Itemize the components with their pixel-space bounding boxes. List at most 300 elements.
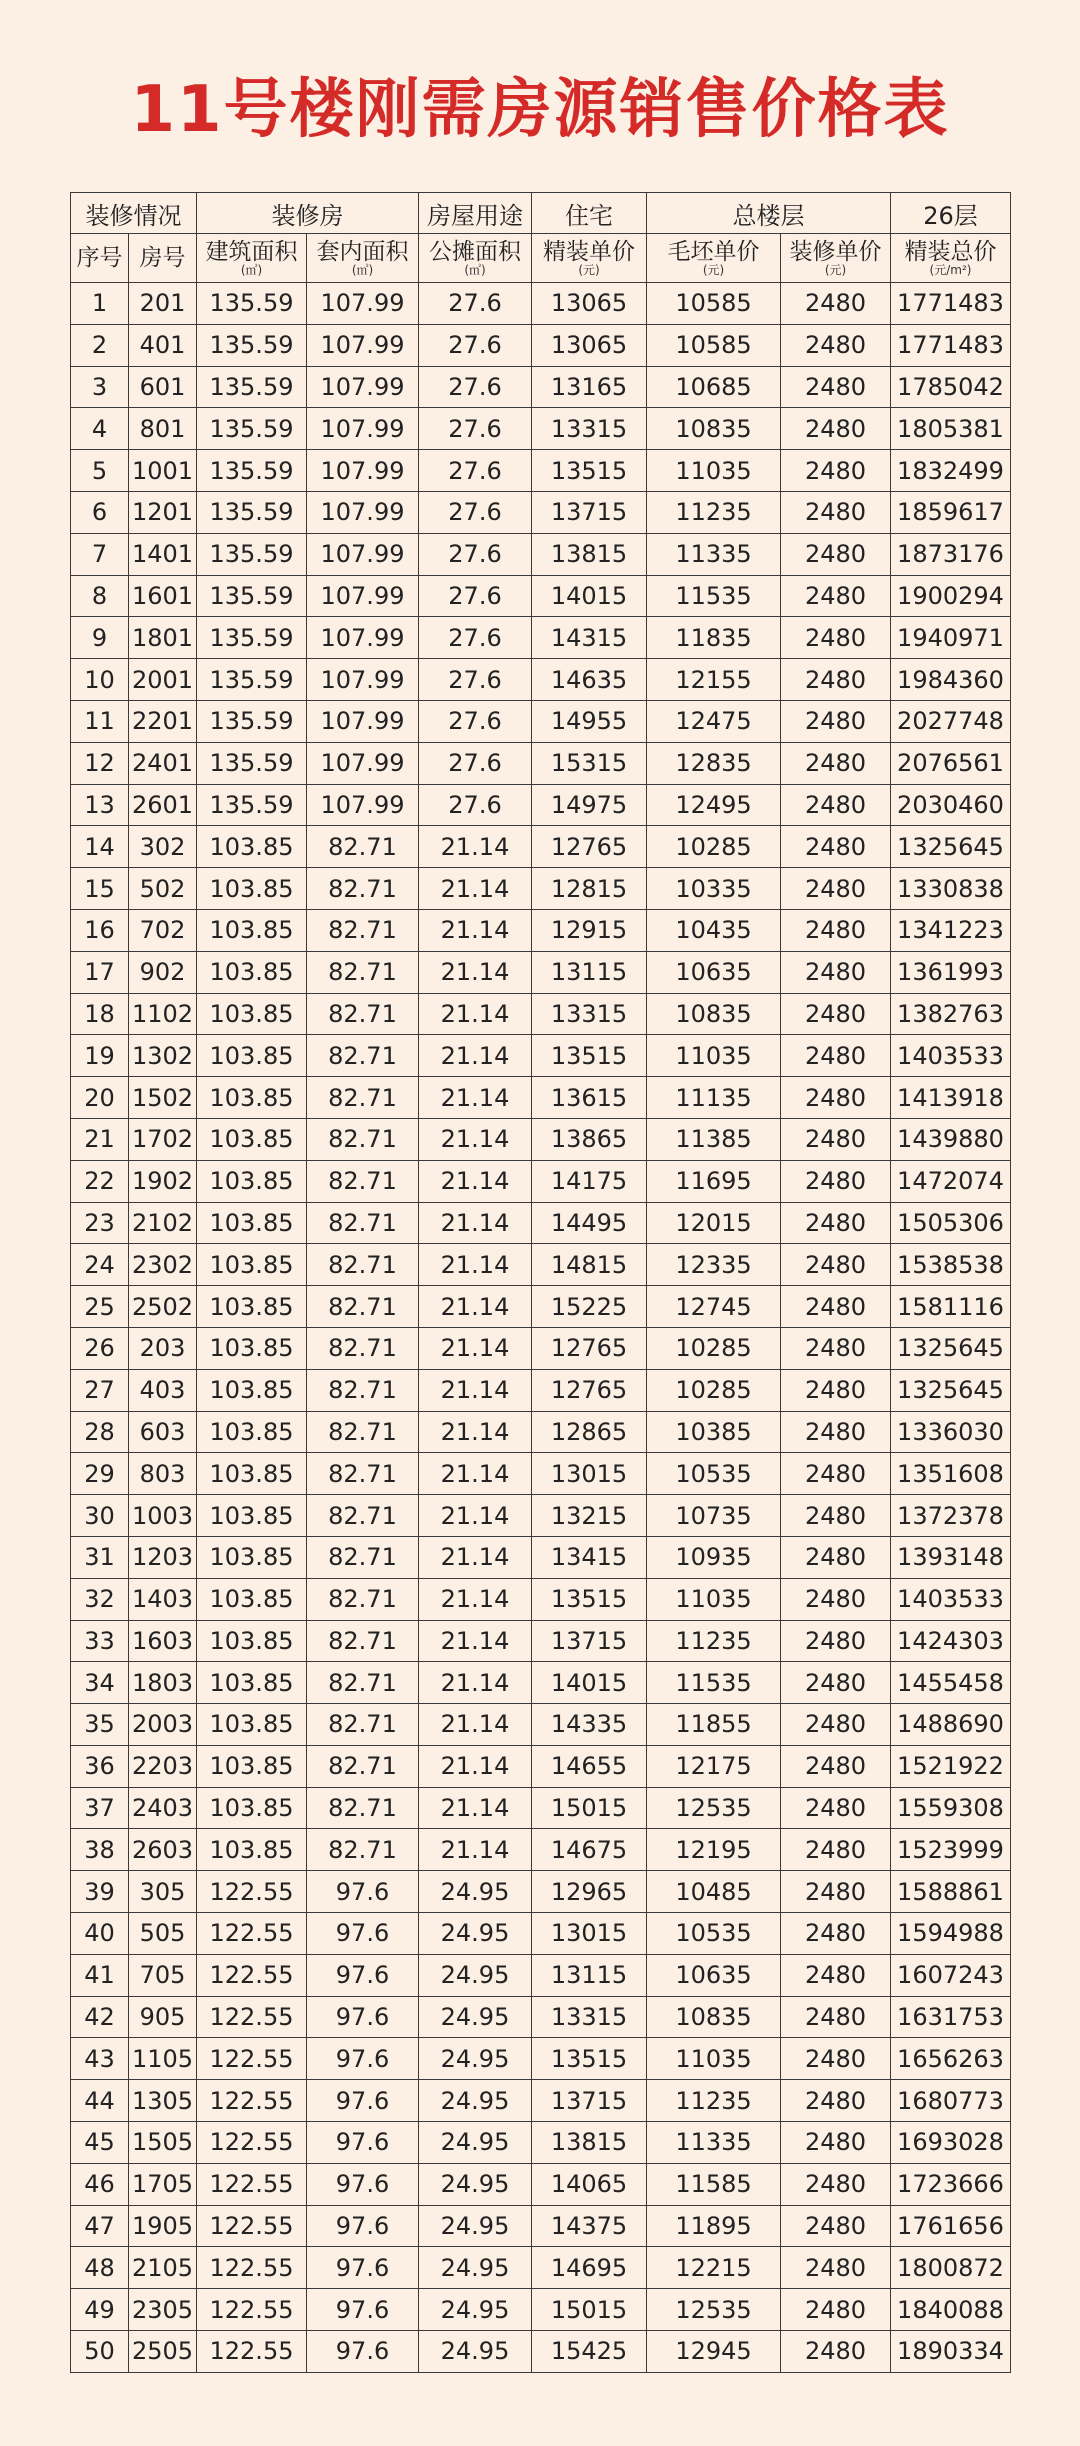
cell-building-area: 122.55 [197,1913,307,1955]
cell-shared-area: 24.95 [419,2205,532,2247]
cell-total-price: 1455458 [891,1662,1011,1704]
cell-decoration-price: 2480 [781,784,891,826]
cell-finished-price: 13165 [532,366,647,408]
cell-inner-area: 97.6 [307,1871,419,1913]
cell-shared-area: 24.95 [419,1954,532,1996]
table-row [71,2163,1011,2205]
cell-shared-area: 21.14 [419,1620,532,1662]
cell-inner-area: 97.6 [307,2038,419,2080]
cell-finished-price: 14955 [532,700,647,742]
cell-finished-price: 14175 [532,1160,647,1202]
cell-index: 41 [71,1954,129,1996]
cell-decoration-price: 2480 [781,1954,891,1996]
cell-shared-area: 27.6 [419,491,532,533]
cell-decoration-price: 2480 [781,617,891,659]
cell-shared-area: 27.6 [419,659,532,701]
cell-decoration-price: 2480 [781,1244,891,1286]
cell-decoration-price: 2480 [781,993,891,1035]
cell-raw-price: 10935 [647,1536,781,1578]
table-row [71,575,1011,617]
cell-room: 2302 [129,1244,197,1286]
cell-decoration-price: 2480 [781,1787,891,1829]
cell-decoration-price: 2480 [781,1578,891,1620]
cell-inner-area: 107.99 [307,283,419,325]
cell-room: 902 [129,951,197,993]
cell-decoration-price: 2480 [781,659,891,701]
cell-index: 12 [71,742,129,784]
cell-total-price: 1351608 [891,1453,1011,1495]
cell-decoration-price: 2480 [781,2331,891,2373]
cell-index: 13 [71,784,129,826]
cell-decoration-price: 2480 [781,491,891,533]
cell-building-area: 103.85 [197,1286,307,1328]
cell-room: 505 [129,1913,197,1955]
cell-decoration-price: 2480 [781,868,891,910]
cell-total-price: 1382763 [891,993,1011,1035]
table-row [71,1411,1011,1453]
cell-room: 1902 [129,1160,197,1202]
cell-shared-area: 21.14 [419,1244,532,1286]
cell-building-area: 135.59 [197,324,307,366]
column-header-total-price [891,234,1011,283]
cell-total-price: 1581116 [891,1286,1011,1328]
cell-shared-area: 24.95 [419,1996,532,2038]
cell-decoration-price: 2480 [781,1118,891,1160]
cell-shared-area: 21.14 [419,1202,532,1244]
cell-total-price: 1523999 [891,1829,1011,1871]
cell-finished-price: 14635 [532,659,647,701]
cell-shared-area: 21.14 [419,909,532,951]
cell-inner-area: 97.6 [307,2331,419,2373]
cell-raw-price: 12535 [647,2289,781,2331]
cell-shared-area: 24.95 [419,2080,532,2122]
cell-inner-area: 82.71 [307,868,419,910]
cell-decoration-price: 2480 [781,1745,891,1787]
cell-raw-price: 11535 [647,1662,781,1704]
cell-finished-price: 14655 [532,1745,647,1787]
cell-total-price: 1607243 [891,1954,1011,1996]
header-decoration-value: 装修房 [197,193,419,234]
cell-finished-price: 13115 [532,1954,647,1996]
table-row [71,2205,1011,2247]
cell-building-area: 103.85 [197,1453,307,1495]
column-header-unit: (㎡) [464,262,486,277]
cell-shared-area: 27.6 [419,575,532,617]
cell-total-price: 1325645 [891,1369,1011,1411]
cell-total-price: 1472074 [891,1160,1011,1202]
cell-finished-price: 14375 [532,2205,647,2247]
cell-inner-area: 82.71 [307,1704,419,1746]
cell-total-price: 1900294 [891,575,1011,617]
cell-shared-area: 21.14 [419,1787,532,1829]
cell-room: 403 [129,1369,197,1411]
cell-building-area: 135.59 [197,450,307,492]
cell-shared-area: 27.6 [419,617,532,659]
cell-inner-area: 107.99 [307,575,419,617]
cell-shared-area: 27.6 [419,408,532,450]
cell-building-area: 135.59 [197,575,307,617]
cell-total-price: 1680773 [891,2080,1011,2122]
cell-room: 1203 [129,1536,197,1578]
cell-inner-area: 82.71 [307,1035,419,1077]
cell-finished-price: 14315 [532,617,647,659]
table-row [71,491,1011,533]
cell-shared-area: 21.14 [419,1286,532,1328]
cell-raw-price: 12155 [647,659,781,701]
cell-building-area: 135.59 [197,700,307,742]
cell-index: 3 [71,366,129,408]
column-header-label: 套内面积 [316,238,409,265]
cell-inner-area: 107.99 [307,659,419,701]
cell-index: 37 [71,1787,129,1829]
cell-decoration-price: 2480 [781,742,891,784]
column-header-raw-price [647,234,781,283]
cell-finished-price: 13715 [532,2080,647,2122]
cell-room: 1801 [129,617,197,659]
header-usage-value: 住宅 [532,193,647,234]
cell-room: 2601 [129,784,197,826]
cell-decoration-price: 2480 [781,1871,891,1913]
cell-decoration-price: 2480 [781,283,891,325]
cell-building-area: 103.85 [197,1704,307,1746]
cell-total-price: 1341223 [891,909,1011,951]
cell-finished-price: 13515 [532,1578,647,1620]
cell-shared-area: 24.95 [419,1913,532,1955]
cell-raw-price: 10535 [647,1453,781,1495]
cell-inner-area: 82.71 [307,1495,419,1537]
cell-total-price: 1984360 [891,659,1011,701]
cell-finished-price: 13065 [532,283,647,325]
cell-inner-area: 107.99 [307,784,419,826]
page-title: 11号楼刚需房源销售价格表 [130,73,950,147]
cell-finished-price: 14015 [532,1662,647,1704]
cell-index: 4 [71,408,129,450]
cell-total-price: 1873176 [891,533,1011,575]
cell-shared-area: 27.6 [419,533,532,575]
cell-building-area: 103.85 [197,1202,307,1244]
cell-finished-price: 15015 [532,1787,647,1829]
cell-room: 601 [129,366,197,408]
cell-index: 27 [71,1369,129,1411]
cell-total-price: 1723666 [891,2163,1011,2205]
cell-room: 1702 [129,1118,197,1160]
cell-building-area: 103.85 [197,1745,307,1787]
cell-inner-area: 107.99 [307,491,419,533]
table-row [71,1327,1011,1369]
table-row [71,1996,1011,2038]
cell-index: 38 [71,1829,129,1871]
cell-shared-area: 21.14 [419,1411,532,1453]
cell-building-area: 135.59 [197,617,307,659]
cell-shared-area: 21.14 [419,1035,532,1077]
cell-index: 42 [71,1996,129,2038]
cell-index: 45 [71,2122,129,2164]
cell-index: 24 [71,1244,129,1286]
cell-finished-price: 13515 [532,2038,647,2080]
cell-inner-area: 82.71 [307,826,419,868]
cell-inner-area: 97.6 [307,2289,419,2331]
cell-shared-area: 21.14 [419,1829,532,1871]
cell-index: 17 [71,951,129,993]
cell-index: 43 [71,2038,129,2080]
cell-decoration-price: 2480 [781,1829,891,1871]
cell-total-price: 1325645 [891,1327,1011,1369]
cell-room: 1905 [129,2205,197,2247]
cell-decoration-price: 2480 [781,1369,891,1411]
cell-shared-area: 21.14 [419,1077,532,1119]
cell-room: 2502 [129,1286,197,1328]
cell-room: 2603 [129,1829,197,1871]
table-row [71,1453,1011,1495]
cell-room: 1505 [129,2122,197,2164]
table-row [71,1829,1011,1871]
table-row [71,617,1011,659]
cell-total-price: 1890334 [891,2331,1011,2373]
cell-finished-price: 14495 [532,1202,647,1244]
cell-index: 8 [71,575,129,617]
table-row [71,366,1011,408]
cell-shared-area: 24.95 [419,2122,532,2164]
cell-shared-area: 21.14 [419,1662,532,1704]
cell-raw-price: 11535 [647,575,781,617]
cell-decoration-price: 2480 [781,2038,891,2080]
cell-finished-price: 13115 [532,951,647,993]
cell-inner-area: 97.6 [307,1996,419,2038]
cell-building-area: 122.55 [197,2331,307,2373]
cell-room: 2001 [129,659,197,701]
cell-index: 14 [71,826,129,868]
cell-decoration-price: 2480 [781,366,891,408]
cell-raw-price: 11835 [647,617,781,659]
cell-room: 702 [129,909,197,951]
cell-total-price: 1785042 [891,366,1011,408]
table-row [71,1202,1011,1244]
cell-raw-price: 10585 [647,324,781,366]
cell-raw-price: 12335 [647,1244,781,1286]
cell-building-area: 103.85 [197,1035,307,1077]
cell-raw-price: 12945 [647,2331,781,2373]
cell-building-area: 103.85 [197,993,307,1035]
column-header-label: 序号 [76,245,123,271]
cell-shared-area: 27.6 [419,450,532,492]
cell-building-area: 135.59 [197,533,307,575]
cell-total-price: 1521922 [891,1745,1011,1787]
header-row-info [71,193,1011,234]
cell-total-price: 2030460 [891,784,1011,826]
cell-building-area: 122.55 [197,1996,307,2038]
cell-finished-price: 15015 [532,2289,647,2331]
header-decoration-label: 装修情况 [71,193,197,234]
cell-index: 2 [71,324,129,366]
cell-raw-price: 10585 [647,283,781,325]
cell-decoration-price: 2480 [781,1996,891,2038]
cell-finished-price: 13515 [532,1035,647,1077]
table-row [71,659,1011,701]
cell-inner-area: 97.6 [307,2163,419,2205]
table-row [71,951,1011,993]
cell-index: 30 [71,1495,129,1537]
cell-building-area: 135.59 [197,283,307,325]
cell-raw-price: 12215 [647,2247,781,2289]
cell-total-price: 1403533 [891,1035,1011,1077]
cell-finished-price: 12965 [532,1871,647,1913]
cell-inner-area: 107.99 [307,617,419,659]
cell-finished-price: 14695 [532,2247,647,2289]
cell-room: 1302 [129,1035,197,1077]
cell-building-area: 135.59 [197,659,307,701]
cell-building-area: 122.55 [197,2289,307,2331]
cell-index: 26 [71,1327,129,1369]
table-row [71,324,1011,366]
cell-raw-price: 10385 [647,1411,781,1453]
cell-finished-price: 13215 [532,1495,647,1537]
cell-building-area: 103.85 [197,1327,307,1369]
table-row [71,1118,1011,1160]
cell-shared-area: 21.14 [419,993,532,1035]
cell-finished-price: 13415 [532,1536,647,1578]
cell-raw-price: 12535 [647,1787,781,1829]
cell-finished-price: 14065 [532,2163,647,2205]
cell-shared-area: 27.6 [419,283,532,325]
table-row [71,742,1011,784]
cell-raw-price: 11385 [647,1118,781,1160]
cell-inner-area: 82.71 [307,1829,419,1871]
cell-raw-price: 11035 [647,450,781,492]
cell-building-area: 103.85 [197,1369,307,1411]
cell-building-area: 122.55 [197,2247,307,2289]
cell-total-price: 1393148 [891,1536,1011,1578]
cell-raw-price: 11335 [647,2122,781,2164]
cell-index: 36 [71,1745,129,1787]
cell-finished-price: 13065 [532,324,647,366]
cell-shared-area: 21.14 [419,1745,532,1787]
cell-shared-area: 24.95 [419,2289,532,2331]
cell-inner-area: 82.71 [307,1536,419,1578]
cell-index: 35 [71,1704,129,1746]
cell-total-price: 1559308 [891,1787,1011,1829]
cell-finished-price: 12865 [532,1411,647,1453]
cell-total-price: 1538538 [891,1244,1011,1286]
cell-index: 18 [71,993,129,1035]
cell-room: 1601 [129,575,197,617]
cell-shared-area: 21.14 [419,951,532,993]
cell-finished-price: 13615 [532,1077,647,1119]
cell-raw-price: 10285 [647,1369,781,1411]
cell-decoration-price: 2480 [781,2247,891,2289]
cell-decoration-price: 2480 [781,700,891,742]
cell-building-area: 122.55 [197,1954,307,1996]
cell-index: 22 [71,1160,129,1202]
cell-decoration-price: 2480 [781,1662,891,1704]
cell-room: 2102 [129,1202,197,1244]
column-header-unit: (㎡) [351,262,374,277]
cell-shared-area: 24.95 [419,2038,532,2080]
cell-decoration-price: 2480 [781,2289,891,2331]
cell-finished-price: 13315 [532,1996,647,2038]
cell-inner-area: 82.71 [307,1453,419,1495]
cell-finished-price: 15315 [532,742,647,784]
cell-raw-price: 10835 [647,1996,781,2038]
column-header-unit: (㎡) [240,262,263,277]
cell-finished-price: 13315 [532,408,647,450]
cell-building-area: 103.85 [197,1077,307,1119]
column-header-label: 精装单价 [543,238,635,265]
cell-building-area: 135.59 [197,366,307,408]
cell-building-area: 103.85 [197,1662,307,1704]
cell-total-price: 1800872 [891,2247,1011,2289]
cell-inner-area: 82.71 [307,1369,419,1411]
cell-finished-price: 14675 [532,1829,647,1871]
cell-room: 2505 [129,2331,197,2373]
cell-total-price: 1505306 [891,1202,1011,1244]
cell-shared-area: 24.95 [419,2247,532,2289]
cell-raw-price: 11035 [647,1035,781,1077]
table-row [71,909,1011,951]
cell-building-area: 103.85 [197,1118,307,1160]
cell-building-area: 135.59 [197,784,307,826]
cell-shared-area: 21.14 [419,1160,532,1202]
cell-index: 6 [71,491,129,533]
cell-inner-area: 107.99 [307,533,419,575]
table-row [71,1035,1011,1077]
cell-total-price: 1859617 [891,491,1011,533]
cell-room: 2305 [129,2289,197,2331]
cell-room: 1305 [129,2080,197,2122]
cell-room: 803 [129,1453,197,1495]
cell-room: 302 [129,826,197,868]
cell-total-price: 1693028 [891,2122,1011,2164]
cell-decoration-price: 2480 [781,1160,891,1202]
cell-room: 2003 [129,1704,197,1746]
cell-total-price: 1330838 [891,868,1011,910]
cell-room: 1603 [129,1620,197,1662]
cell-room: 1003 [129,1495,197,1537]
cell-room: 2201 [129,700,197,742]
cell-finished-price: 14015 [532,575,647,617]
cell-raw-price: 11335 [647,533,781,575]
cell-building-area: 103.85 [197,1620,307,1662]
cell-finished-price: 12765 [532,1369,647,1411]
cell-index: 25 [71,1286,129,1328]
cell-total-price: 1940971 [891,617,1011,659]
cell-inner-area: 82.71 [307,1160,419,1202]
cell-total-price: 1631753 [891,1996,1011,2038]
cell-shared-area: 21.14 [419,1453,532,1495]
column-header-unit: (元) [702,262,725,277]
cell-finished-price: 13815 [532,2122,647,2164]
cell-raw-price: 11235 [647,2080,781,2122]
cell-total-price: 1361993 [891,951,1011,993]
cell-finished-price: 12815 [532,868,647,910]
cell-total-price: 1761656 [891,2205,1011,2247]
cell-index: 15 [71,868,129,910]
cell-inner-area: 82.71 [307,1244,419,1286]
cell-shared-area: 21.14 [419,1495,532,1537]
cell-decoration-price: 2480 [781,2122,891,2164]
cell-raw-price: 12195 [647,1829,781,1871]
cell-inner-area: 97.6 [307,1913,419,1955]
cell-inner-area: 107.99 [307,324,419,366]
cell-room: 1705 [129,2163,197,2205]
cell-total-price: 1325645 [891,826,1011,868]
cell-building-area: 103.85 [197,909,307,951]
cell-inner-area: 82.71 [307,1745,419,1787]
cell-raw-price: 10685 [647,366,781,408]
cell-total-price: 1840088 [891,2289,1011,2331]
cell-room: 305 [129,1871,197,1913]
cell-index: 46 [71,2163,129,2205]
price-table [70,192,1011,2373]
